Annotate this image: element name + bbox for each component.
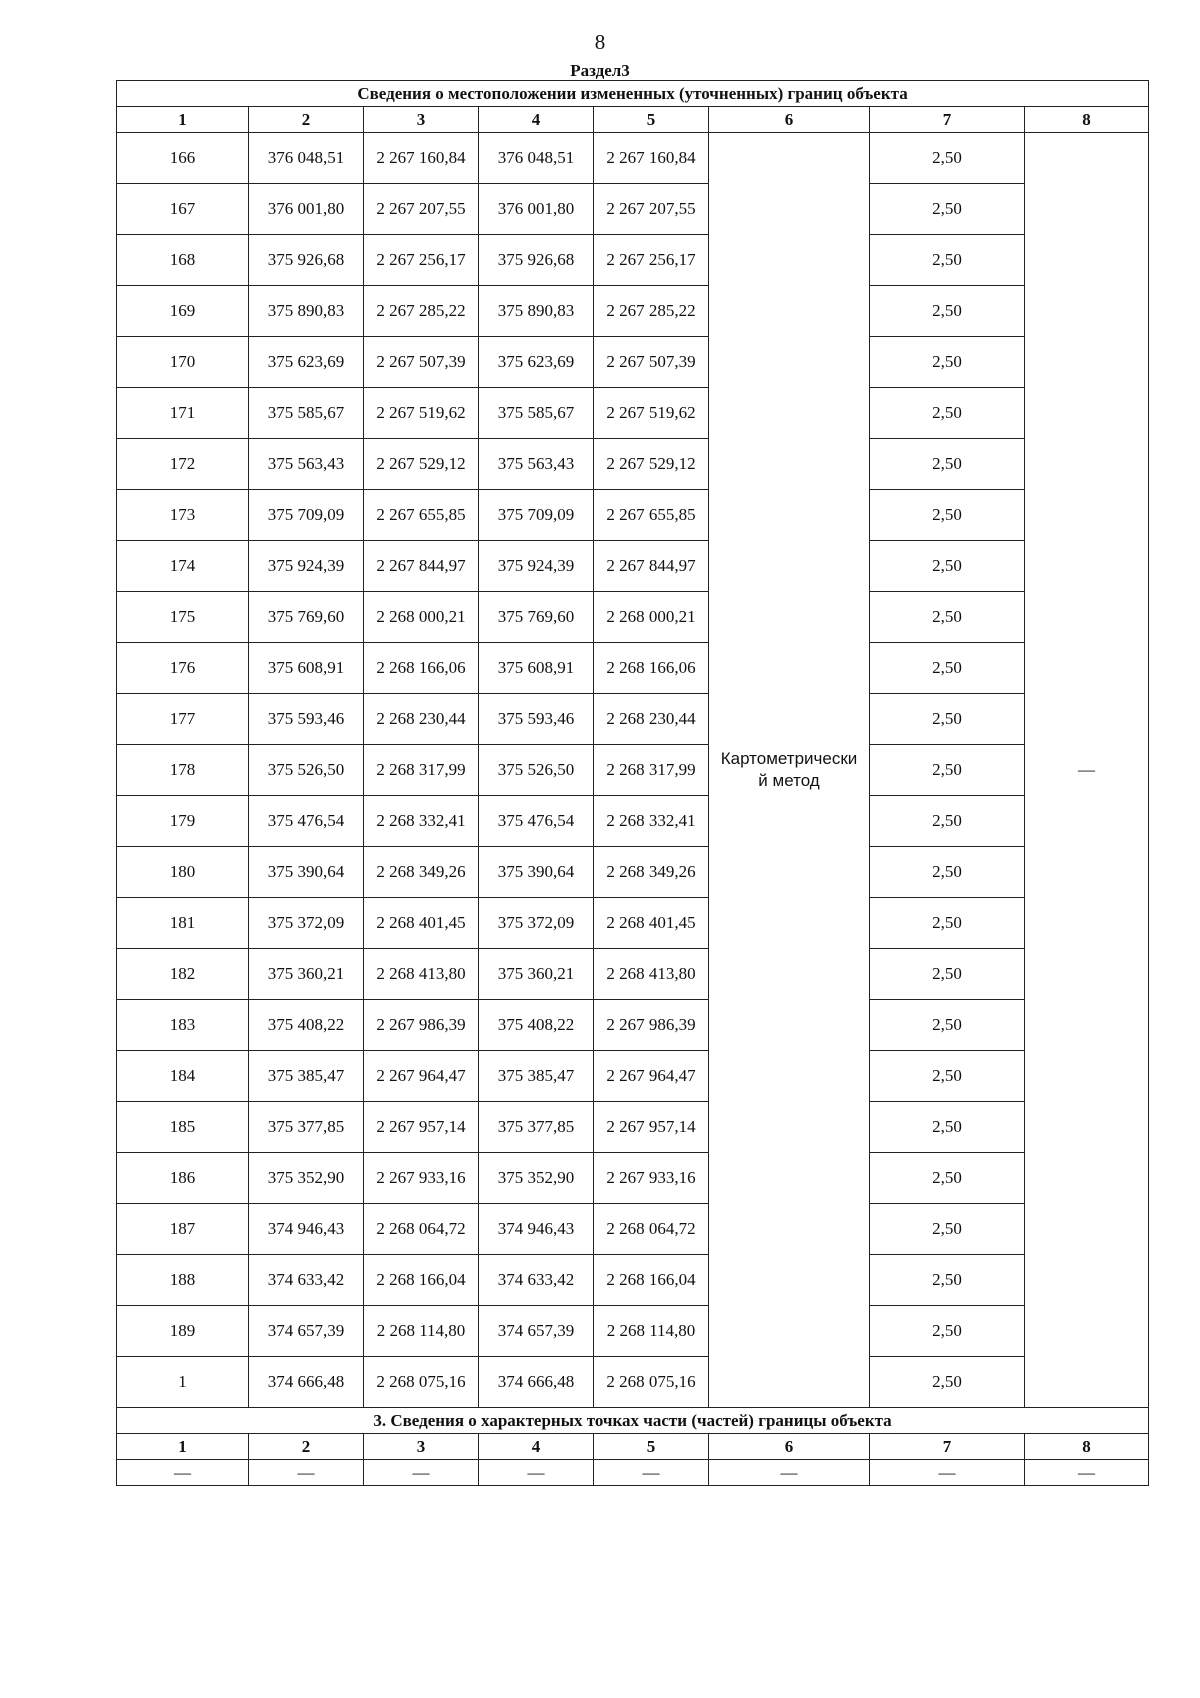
x-coordinate-refined: 375 926,68 <box>479 235 594 286</box>
accuracy-value: 2,50 <box>870 541 1025 592</box>
y-coordinate-refined: 2 268 332,41 <box>594 796 709 847</box>
accuracy-value: 2,50 <box>870 1153 1025 1204</box>
x-coordinate-existing: 375 408,22 <box>249 1000 364 1051</box>
x-coordinate-refined: 375 593,46 <box>479 694 594 745</box>
accuracy-value: 2,50 <box>870 490 1025 541</box>
y-coordinate-existing: 2 268 064,72 <box>364 1204 479 1255</box>
point-number: 179 <box>117 796 249 847</box>
y-coordinate-refined: 2 267 256,17 <box>594 235 709 286</box>
table-row <box>117 1204 1149 1255</box>
y-coordinate-refined: 2 267 844,97 <box>594 541 709 592</box>
x-coordinate-existing: 374 946,43 <box>249 1204 364 1255</box>
y-coordinate-refined: 2 268 401,45 <box>594 898 709 949</box>
table-row <box>117 184 1149 235</box>
y-coordinate-existing: 2 268 401,45 <box>364 898 479 949</box>
y-coordinate-refined: 2 268 114,80 <box>594 1306 709 1357</box>
table-row <box>117 490 1149 541</box>
x-coordinate-existing: 375 377,85 <box>249 1102 364 1153</box>
empty-cell: — <box>594 1460 709 1486</box>
empty-cell: — <box>870 1460 1025 1486</box>
accuracy-value: 2,50 <box>870 286 1025 337</box>
y-coordinate-existing: 2 268 166,06 <box>364 643 479 694</box>
table-row <box>117 1153 1149 1204</box>
table-row <box>117 388 1149 439</box>
column-number: 8 <box>1025 1434 1149 1460</box>
accuracy-value: 2,50 <box>870 1000 1025 1051</box>
accuracy-value: 2,50 <box>870 796 1025 847</box>
point-number: 178 <box>117 745 249 796</box>
accuracy-value: 2,50 <box>870 1306 1025 1357</box>
y-coordinate-refined: 2 267 964,47 <box>594 1051 709 1102</box>
section3-empty-row <box>117 1460 1149 1486</box>
x-coordinate-refined: 375 563,43 <box>479 439 594 490</box>
point-number: 168 <box>117 235 249 286</box>
table-row <box>117 235 1149 286</box>
x-coordinate-existing: 375 360,21 <box>249 949 364 1000</box>
y-coordinate-existing: 2 267 655,85 <box>364 490 479 541</box>
x-coordinate-refined: 375 385,47 <box>479 1051 594 1102</box>
x-coordinate-refined: 375 476,54 <box>479 796 594 847</box>
y-coordinate-existing: 2 268 317,99 <box>364 745 479 796</box>
x-coordinate-existing: 376 001,80 <box>249 184 364 235</box>
table-row <box>117 592 1149 643</box>
x-coordinate-existing: 375 593,46 <box>249 694 364 745</box>
table-row <box>117 898 1149 949</box>
x-coordinate-refined: 375 585,67 <box>479 388 594 439</box>
point-number: 175 <box>117 592 249 643</box>
x-coordinate-refined: 374 657,39 <box>479 1306 594 1357</box>
table-row <box>117 1255 1149 1306</box>
accuracy-value: 2,50 <box>870 337 1025 388</box>
table-row <box>117 1357 1149 1408</box>
x-coordinate-refined: 375 526,50 <box>479 745 594 796</box>
column-number: 8 <box>1025 107 1149 133</box>
table-row <box>117 694 1149 745</box>
y-coordinate-existing: 2 268 075,16 <box>364 1357 479 1408</box>
table-row <box>117 745 1149 796</box>
point-number: 167 <box>117 184 249 235</box>
y-coordinate-existing: 2 267 256,17 <box>364 235 479 286</box>
y-coordinate-refined: 2 268 064,72 <box>594 1204 709 1255</box>
point-number: 181 <box>117 898 249 949</box>
table-caption: Сведения о местоположении измененных (уточненных) границ объекта <box>117 81 1149 107</box>
y-coordinate-refined: 2 268 075,16 <box>594 1357 709 1408</box>
x-coordinate-existing: 374 666,48 <box>249 1357 364 1408</box>
point-number: 186 <box>117 1153 249 1204</box>
x-coordinate-refined: 375 372,09 <box>479 898 594 949</box>
x-coordinate-existing: 375 526,50 <box>249 745 364 796</box>
y-coordinate-refined: 2 267 160,84 <box>594 133 709 184</box>
y-coordinate-existing: 2 267 964,47 <box>364 1051 479 1102</box>
column-number: 6 <box>709 107 870 133</box>
y-coordinate-existing: 2 267 933,16 <box>364 1153 479 1204</box>
y-coordinate-refined: 2 268 166,06 <box>594 643 709 694</box>
column-number: 1 <box>117 107 249 133</box>
point-number: 169 <box>117 286 249 337</box>
y-coordinate-existing: 2 268 000,21 <box>364 592 479 643</box>
table-row <box>117 337 1149 388</box>
point-number: 174 <box>117 541 249 592</box>
accuracy-value: 2,50 <box>870 847 1025 898</box>
table-row <box>117 847 1149 898</box>
accuracy-value: 2,50 <box>870 745 1025 796</box>
y-coordinate-refined: 2 268 166,04 <box>594 1255 709 1306</box>
table-row <box>117 1306 1149 1357</box>
method-cell <box>709 133 870 1408</box>
empty-cell: — <box>117 1460 249 1486</box>
x-coordinate-existing: 375 476,54 <box>249 796 364 847</box>
x-coordinate-refined: 376 048,51 <box>479 133 594 184</box>
x-coordinate-refined: 374 946,43 <box>479 1204 594 1255</box>
y-coordinate-existing: 2 268 114,80 <box>364 1306 479 1357</box>
y-coordinate-refined: 2 267 933,16 <box>594 1153 709 1204</box>
column8-value: — <box>1025 133 1149 1408</box>
page-number: 8 <box>594 30 606 54</box>
x-coordinate-refined: 376 001,80 <box>479 184 594 235</box>
accuracy-value: 2,50 <box>870 1102 1025 1153</box>
x-coordinate-existing: 375 608,91 <box>249 643 364 694</box>
section3-caption: 3. Сведения о характерных точках части (частей) границы объекта <box>117 1408 1149 1434</box>
table-row <box>117 439 1149 490</box>
x-coordinate-existing: 375 623,69 <box>249 337 364 388</box>
accuracy-value: 2,50 <box>870 1357 1025 1408</box>
y-coordinate-refined: 2 267 655,85 <box>594 490 709 541</box>
x-coordinate-existing: 374 633,42 <box>249 1255 364 1306</box>
table-row <box>117 949 1149 1000</box>
column-number-row <box>117 107 1149 133</box>
empty-cell: — <box>249 1460 364 1486</box>
x-coordinate-refined: 375 769,60 <box>479 592 594 643</box>
point-number: 173 <box>117 490 249 541</box>
x-coordinate-refined: 375 623,69 <box>479 337 594 388</box>
accuracy-value: 2,50 <box>870 643 1025 694</box>
table-row <box>117 643 1149 694</box>
table-row <box>117 541 1149 592</box>
y-coordinate-refined: 2 267 507,39 <box>594 337 709 388</box>
y-coordinate-existing: 2 267 507,39 <box>364 337 479 388</box>
x-coordinate-refined: 375 890,83 <box>479 286 594 337</box>
column-number: 4 <box>479 1434 594 1460</box>
x-coordinate-existing: 376 048,51 <box>249 133 364 184</box>
x-coordinate-existing: 375 890,83 <box>249 286 364 337</box>
x-coordinate-refined: 374 666,48 <box>479 1357 594 1408</box>
y-coordinate-refined: 2 267 285,22 <box>594 286 709 337</box>
y-coordinate-existing: 2 268 166,04 <box>364 1255 479 1306</box>
y-coordinate-existing: 2 267 529,12 <box>364 439 479 490</box>
point-number: 171 <box>117 388 249 439</box>
accuracy-value: 2,50 <box>870 1051 1025 1102</box>
accuracy-value: 2,50 <box>870 898 1025 949</box>
column-number: 5 <box>594 107 709 133</box>
x-coordinate-refined: 375 390,64 <box>479 847 594 898</box>
x-coordinate-refined: 375 709,09 <box>479 490 594 541</box>
point-number: 183 <box>117 1000 249 1051</box>
y-coordinate-refined: 2 267 957,14 <box>594 1102 709 1153</box>
y-coordinate-existing: 2 267 957,14 <box>364 1102 479 1153</box>
x-coordinate-existing: 375 924,39 <box>249 541 364 592</box>
point-number: 189 <box>117 1306 249 1357</box>
table-row <box>117 286 1149 337</box>
x-coordinate-refined: 374 633,42 <box>479 1255 594 1306</box>
accuracy-value: 2,50 <box>870 235 1025 286</box>
y-coordinate-refined: 2 268 317,99 <box>594 745 709 796</box>
accuracy-value: 2,50 <box>870 439 1025 490</box>
accuracy-value: 2,50 <box>870 184 1025 235</box>
y-coordinate-existing: 2 267 519,62 <box>364 388 479 439</box>
column-number: 5 <box>594 1434 709 1460</box>
table-row <box>117 1102 1149 1153</box>
y-coordinate-existing: 2 268 332,41 <box>364 796 479 847</box>
y-coordinate-existing: 2 267 160,84 <box>364 133 479 184</box>
y-coordinate-existing: 2 268 230,44 <box>364 694 479 745</box>
column-number: 4 <box>479 107 594 133</box>
x-coordinate-refined: 375 360,21 <box>479 949 594 1000</box>
point-number: 177 <box>117 694 249 745</box>
column-number: 3 <box>364 107 479 133</box>
point-number: 180 <box>117 847 249 898</box>
point-number: 188 <box>117 1255 249 1306</box>
y-coordinate-refined: 2 268 349,26 <box>594 847 709 898</box>
boundary-table <box>116 80 1149 1486</box>
x-coordinate-existing: 375 390,64 <box>249 847 364 898</box>
accuracy-value: 2,50 <box>870 592 1025 643</box>
x-coordinate-existing: 375 769,60 <box>249 592 364 643</box>
y-coordinate-refined: 2 267 986,39 <box>594 1000 709 1051</box>
column-number: 2 <box>249 107 364 133</box>
y-coordinate-refined: 2 267 207,55 <box>594 184 709 235</box>
point-number: 1 <box>117 1357 249 1408</box>
point-number: 172 <box>117 439 249 490</box>
method-line: Картометрически <box>720 749 858 768</box>
point-number: 170 <box>117 337 249 388</box>
point-number: 176 <box>117 643 249 694</box>
point-number: 185 <box>117 1102 249 1153</box>
y-coordinate-refined: 2 267 529,12 <box>594 439 709 490</box>
x-coordinate-existing: 375 372,09 <box>249 898 364 949</box>
y-coordinate-existing: 2 267 844,97 <box>364 541 479 592</box>
x-coordinate-refined: 375 408,22 <box>479 1000 594 1051</box>
x-coordinate-existing: 375 563,43 <box>249 439 364 490</box>
x-coordinate-existing: 375 585,67 <box>249 388 364 439</box>
section-title: Раздел3 <box>570 61 630 80</box>
y-coordinate-refined: 2 268 413,80 <box>594 949 709 1000</box>
accuracy-value: 2,50 <box>870 133 1025 184</box>
y-coordinate-refined: 2 267 519,62 <box>594 388 709 439</box>
x-coordinate-existing: 375 385,47 <box>249 1051 364 1102</box>
x-coordinate-existing: 375 709,09 <box>249 490 364 541</box>
empty-cell: — <box>364 1460 479 1486</box>
x-coordinate-refined: 375 352,90 <box>479 1153 594 1204</box>
column-number: 6 <box>709 1434 870 1460</box>
empty-cell: — <box>479 1460 594 1486</box>
accuracy-value: 2,50 <box>870 1255 1025 1306</box>
x-coordinate-refined: 375 377,85 <box>479 1102 594 1153</box>
accuracy-value: 2,50 <box>870 388 1025 439</box>
y-coordinate-existing: 2 267 207,55 <box>364 184 479 235</box>
y-coordinate-existing: 2 267 285,22 <box>364 286 479 337</box>
point-number: 166 <box>117 133 249 184</box>
x-coordinate-existing: 375 926,68 <box>249 235 364 286</box>
empty-cell: — <box>1025 1460 1149 1486</box>
table-row <box>117 1051 1149 1102</box>
column-number: 1 <box>117 1434 249 1460</box>
column-number: 7 <box>870 107 1025 133</box>
point-number: 182 <box>117 949 249 1000</box>
method-line: й метод <box>758 771 820 790</box>
table-row <box>117 796 1149 847</box>
y-coordinate-existing: 2 267 986,39 <box>364 1000 479 1051</box>
column-number: 3 <box>364 1434 479 1460</box>
point-number: 184 <box>117 1051 249 1102</box>
column-number: 2 <box>249 1434 364 1460</box>
y-coordinate-refined: 2 268 000,21 <box>594 592 709 643</box>
table-row <box>117 1000 1149 1051</box>
accuracy-value: 2,50 <box>870 1204 1025 1255</box>
accuracy-value: 2,50 <box>870 949 1025 1000</box>
section3-column-number-row <box>117 1434 1149 1460</box>
accuracy-value: 2,50 <box>870 694 1025 745</box>
x-coordinate-refined: 375 924,39 <box>479 541 594 592</box>
y-coordinate-existing: 2 268 349,26 <box>364 847 479 898</box>
y-coordinate-existing: 2 268 413,80 <box>364 949 479 1000</box>
y-coordinate-refined: 2 268 230,44 <box>594 694 709 745</box>
x-coordinate-existing: 374 657,39 <box>249 1306 364 1357</box>
x-coordinate-refined: 375 608,91 <box>479 643 594 694</box>
x-coordinate-existing: 375 352,90 <box>249 1153 364 1204</box>
point-number: 187 <box>117 1204 249 1255</box>
empty-cell: — <box>709 1460 870 1486</box>
table-row <box>117 133 1149 184</box>
column-number: 7 <box>870 1434 1025 1460</box>
